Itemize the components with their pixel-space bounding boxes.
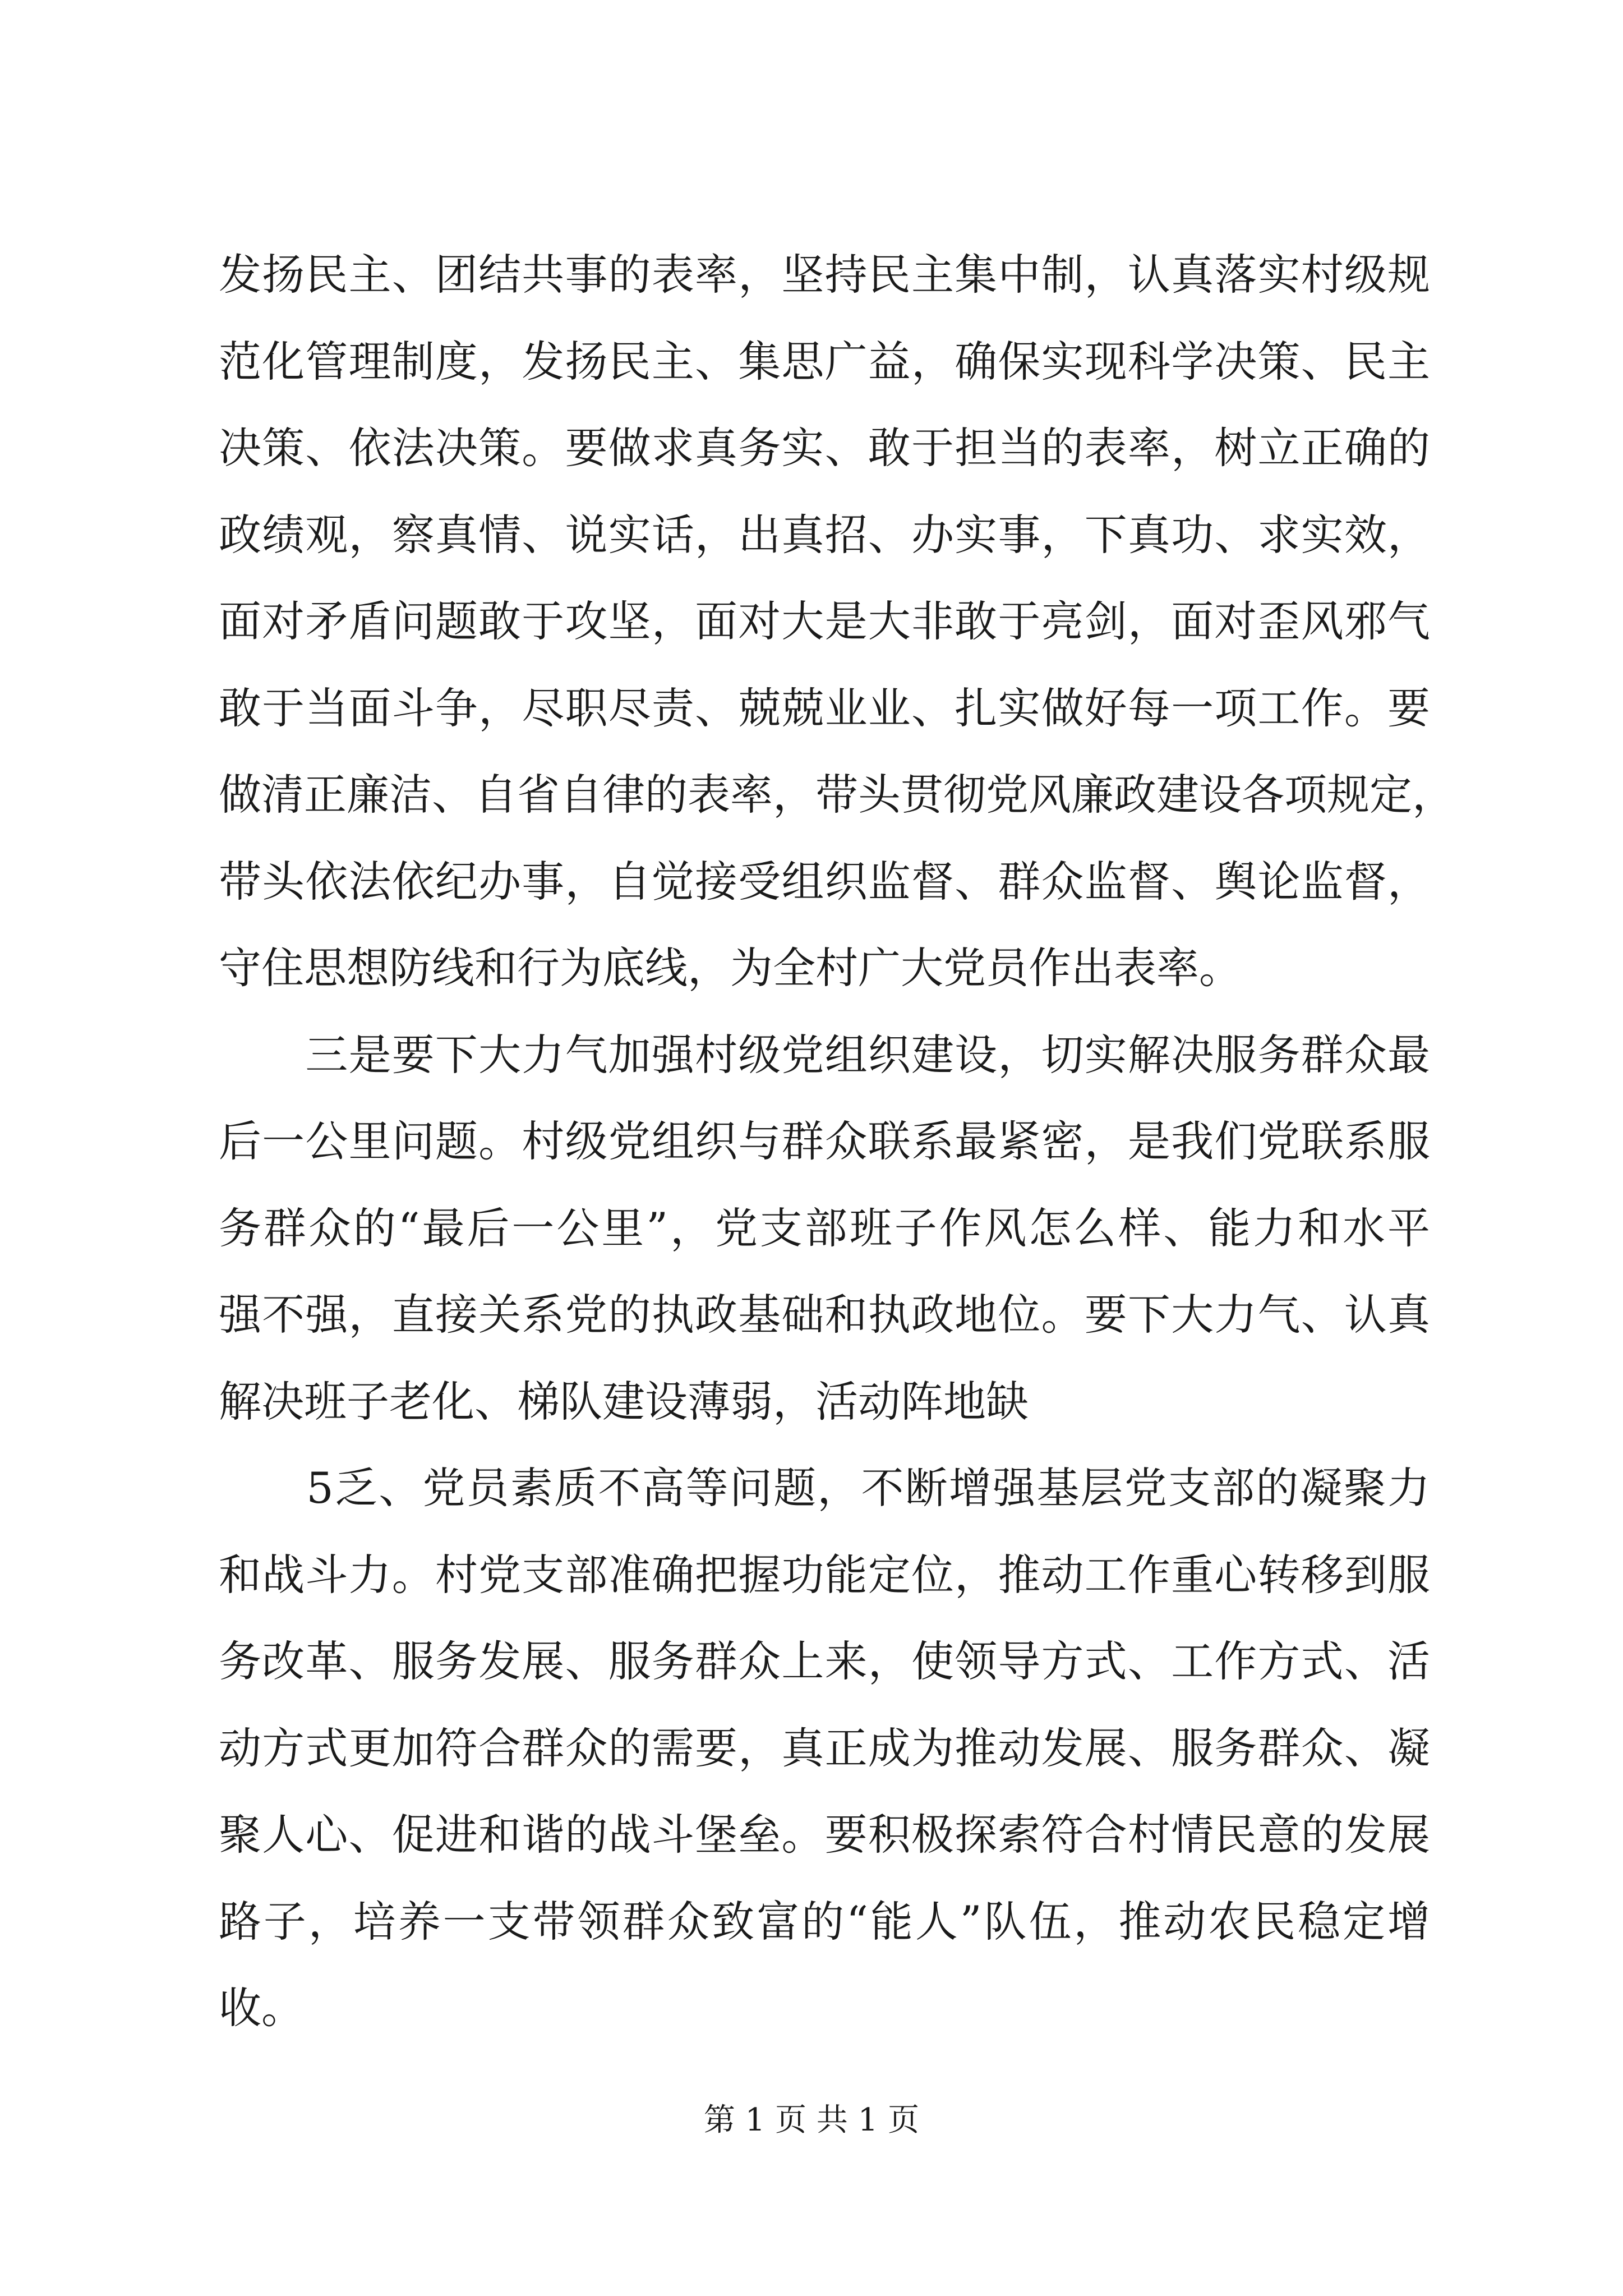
text-line: 三是要下大力气加强村级党组织建设，切实解决服务群众最 [219, 1030, 1430, 1080]
text-line: 收。 [219, 1983, 304, 2033]
text-line: 带头依法依纪办事，自觉接受组织监督、群众监督、舆论监督， [219, 857, 1430, 907]
text-line: 聚人心、促进和谐的战斗堡垒。要积极探索符合村情民意的发展 [219, 1810, 1430, 1860]
text-line: 路子，培养一支带领群众致富的“能人”队伍，推动农民稳定增 [219, 1897, 1430, 1947]
text-line: 和战斗力。村党支部准确把握功能定位，推动工作重心转移到服 [219, 1550, 1430, 1600]
text-line: 强不强，直接关系党的执政基础和执政地位。要下大力气、认真 [219, 1290, 1430, 1340]
text-line: 发扬民主、团结共事的表率，坚持民主集中制，认真落实村级规 [219, 250, 1430, 300]
page-footer: 第 1 页 共 1 页 [703, 2102, 920, 2138]
text-line: 解决班子老化、梯队建设薄弱，活动阵地缺 [219, 1377, 1029, 1427]
text-line: 5乏、党员素质不高等问题，不断增强基层党支部的凝聚力 [219, 1463, 1430, 1513]
text-line: 务群众的“最后一公里”，党支部班子作风怎么样、能力和水平 [219, 1203, 1430, 1253]
text-line: 政绩观，察真情、说实话，出真招、办实事，下真功、求实效， [219, 510, 1430, 560]
text-line: 动方式更加符合群众的需要，真正成为推动发展、服务群众、凝 [219, 1723, 1430, 1773]
text-line: 做清正廉洁、自省自律的表率，带头贯彻党风廉政建设各项规定， [219, 770, 1455, 820]
text-line: 面对矛盾问题敢于攻坚，面对大是大非敢于亮剑，面对歪风邪气 [219, 596, 1430, 646]
text-line: 范化管理制度，发扬民主、集思广益，确保实现科学决策、民主 [219, 337, 1430, 386]
text-line: 敢于当面斗争，尽职尽责、兢兢业业、扎实做好每一项工作。要 [219, 683, 1430, 733]
text-line: 决策、依法决策。要做求真务实、敢于担当的表率，树立正确的 [219, 423, 1430, 473]
text-line: 后一公里问题。村级党组织与群众联系最紧密，是我们党联系服 [219, 1116, 1430, 1166]
text-line: 守住思想防线和行为底线，为全村广大党员作出表率。 [219, 943, 1242, 993]
text-line: 务改革、服务发展、服务群众上来，使领导方式、工作方式、活 [219, 1636, 1430, 1686]
